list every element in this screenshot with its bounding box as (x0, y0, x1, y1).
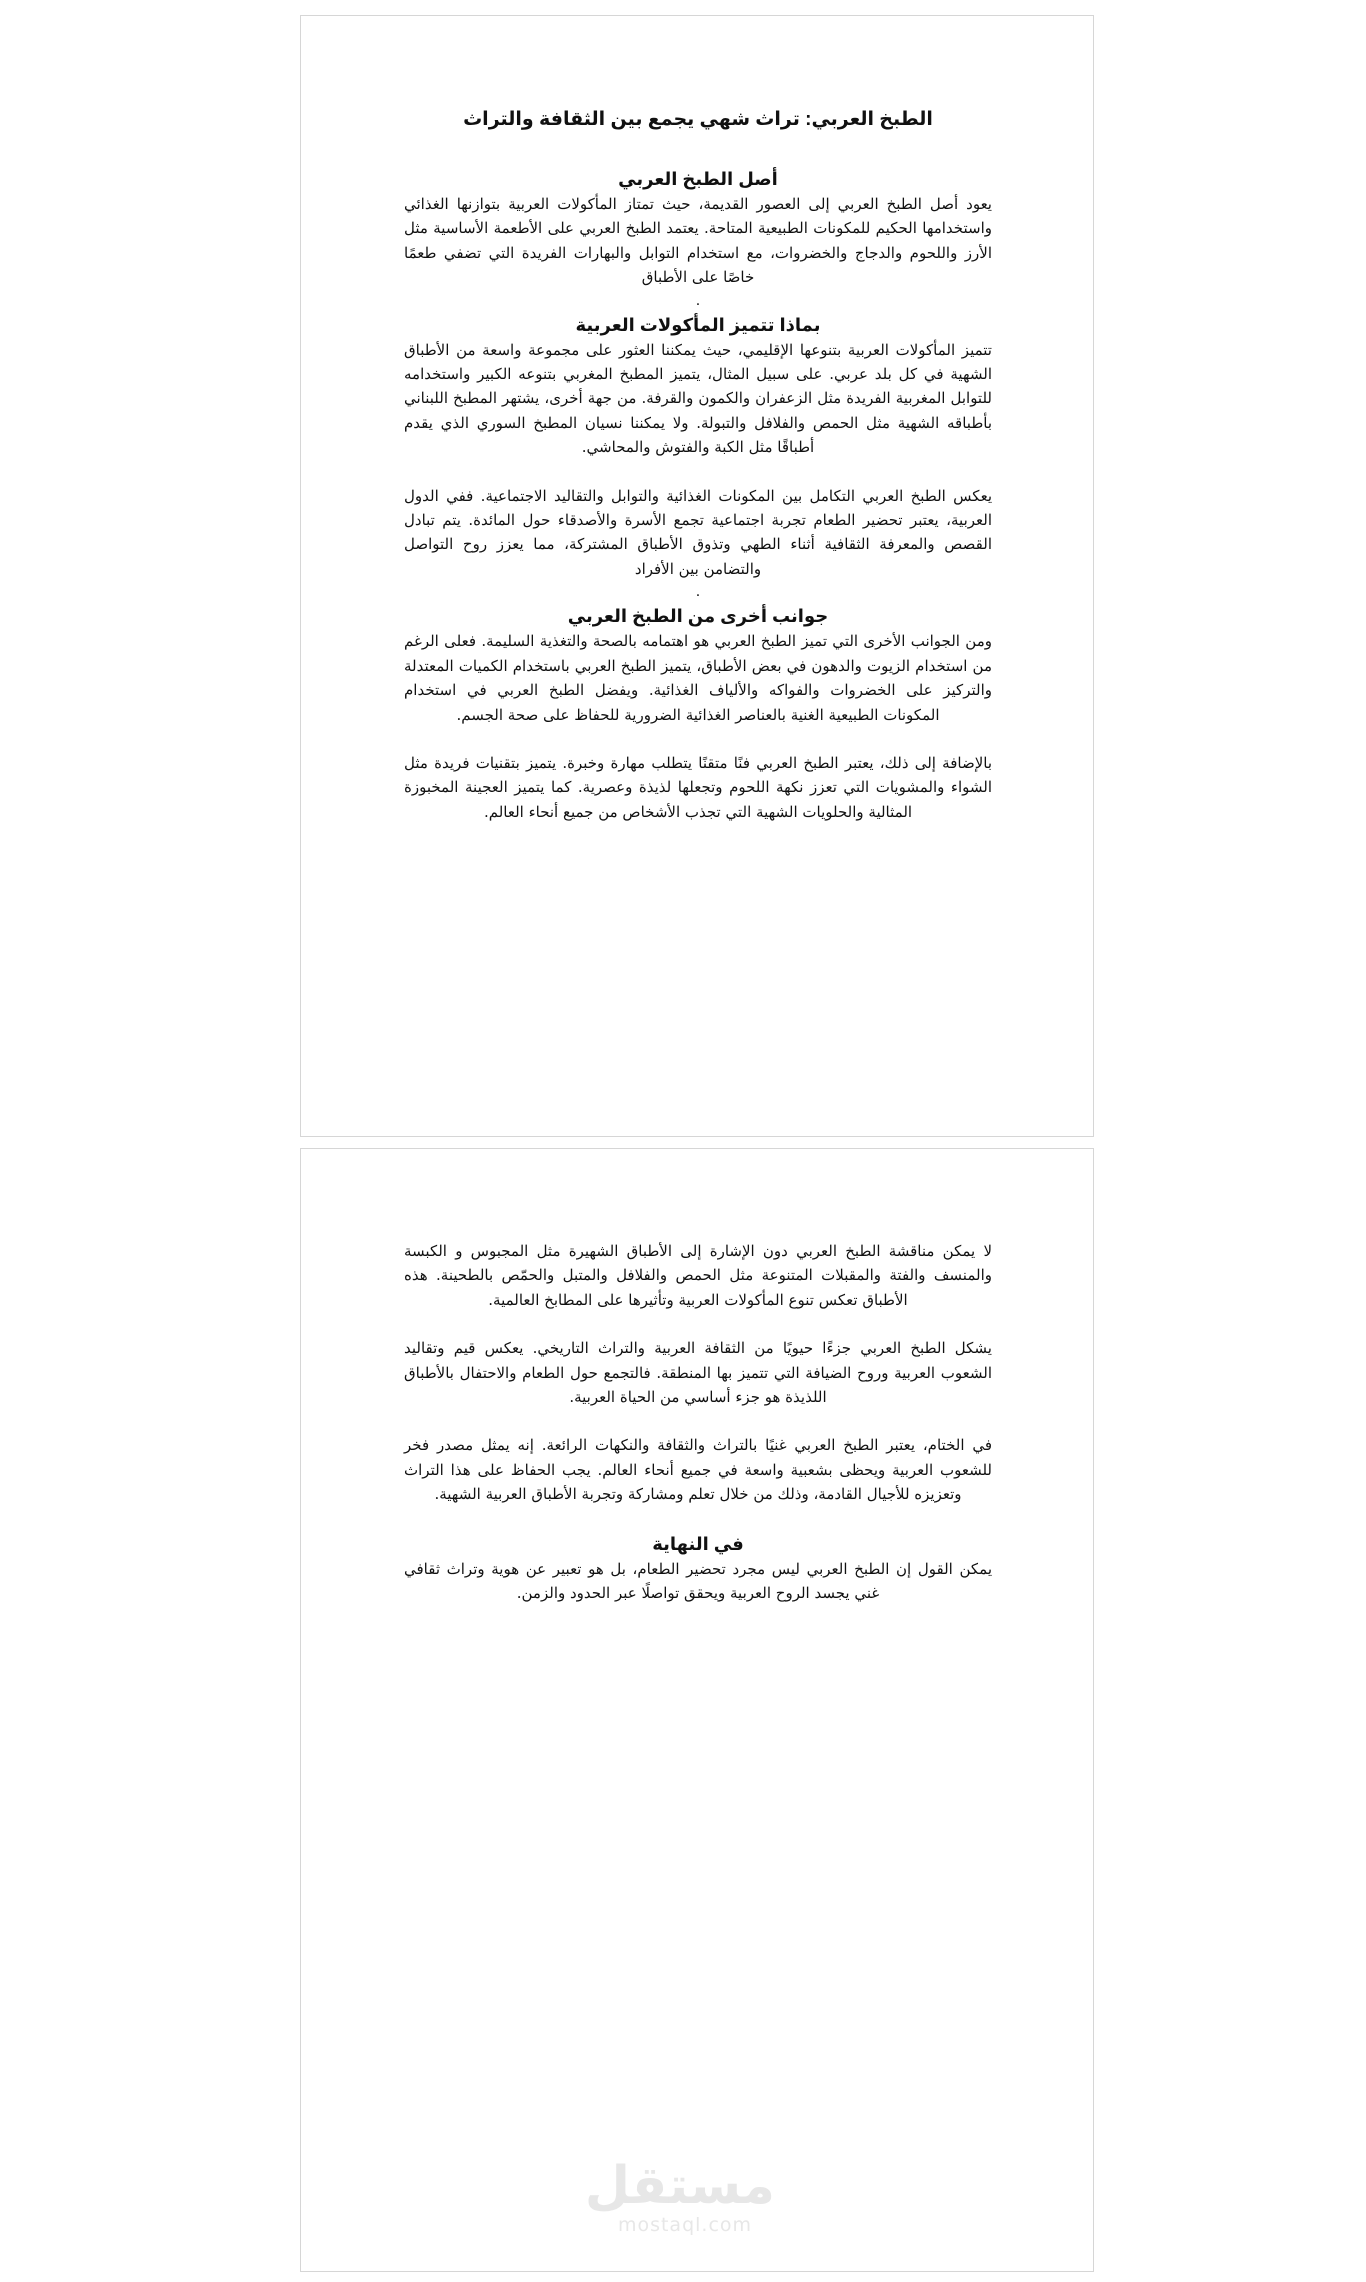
document-page-2 (300, 1148, 1094, 2272)
heading-finally: في النهاية (652, 1533, 744, 1554)
paragraph-famous-dishes: لا يمكن مناقشة الطبخ العربي دون الإشارة إلى الأطباق الشهيرة مثل المجبوس و الكبسة والمنسف والفتة والمقبلات المتنوعة مثل الحمص والفلافل والمتبل والحمّص بالطحينة. هذه الأطباق تعكس تنوع المأكولات العربية وتأثيرها على المطابخ العالمية. (404, 1242, 992, 1309)
separator-dot: . (695, 584, 701, 601)
paragraph-origin: يعود أصل الطبخ العربي إلى العصور القديمة، حيث تمتاز المأكولات العربية بتوازنها الغذائي واستخدامها الحكيم للمكونات الطبيعية المتاحة. يعتمد الطبخ العربي على الأطعمة الأساسية مثل الأرز واللحوم والدجاج والخضروات، مع استخدام التوابل والبهارات الفريدة التي تضفي طعمًا خاصًا على الأطباق (404, 195, 992, 287)
paragraph-craft: بالإضافة إلى ذلك، يعتبر الطبخ العربي فنًا متقنًا يتطلب مهارة وخبرة. يتميز بتقنيات فريدة مثل الشواء والمشويات التي تعزز نكهة اللحوم وتجعلها لذيذة وعصرية. كما يتميز العجينة المخبوزة المثالية والحلويات الشهية التي تجذب الأشخاص من جميع أنحاء العالم. (404, 753, 992, 821)
heading-other-aspects: جوانب أخرى من الطبخ العربي (567, 606, 829, 627)
paragraph-regional-variety: تتميز المأكولات العربية بتنوعها الإقليمي، حيث يمكننا العثور على مجموعة واسعة من الأطباق الشهية في كل بلد عربي. على سبيل المثال، يتميز المطبخ المغربي بتنوعه الكبير واستخدامه للتوابل المغربية الفريدة مثل الزعفران والكمون والقرفة. من جهة أخرى، يشتهر المطبخ اللبناني بأطباقه الشهية مثل الحمص والفلافل والتبولة. ولا يمكننا نسيان المطبخ السوري الذي يقدم أطباقًا مثل الكبة والفتوش والمحاشي. (404, 340, 992, 457)
page-1-content (404, 106, 992, 824)
heading-features: بماذا تتميز المأكولات العربية (575, 314, 821, 335)
watermark-latin: mostaql.com (617, 2214, 753, 2236)
separator-dot: . (695, 292, 701, 309)
page-2-content (404, 1239, 992, 1605)
document-title: الطبخ العربي: تراث شهي يجمع بين الثقافة والتراث (463, 109, 933, 130)
paragraph-health: ومن الجوانب الأخرى التي تميز الطبخ العربي هو اهتمامه بالصحة والتغذية السليمة. فعلى الرغم من استخدام الزيوت والدهون في بعض الأطباق، يتميز الطبخ العربي باستخدام الكميات المعتدلة والتركيز على الخضروات والفواكه والألياف الغذائية. ويفضل الطبخ العربي في استخدام المكونات الطبيعية الغنية بالعناصر الغذائية الضرورية للحفاظ على صحة الجسم. (404, 632, 992, 724)
document-page-1 (300, 15, 1094, 1137)
watermark-arabic: مستقل (584, 2156, 775, 2216)
mostaql-watermark (584, 2156, 775, 2236)
heading-origin: أصل الطبخ العربي (618, 169, 778, 189)
paragraph-conclusion: في الختام، يعتبر الطبخ العربي غنيًا بالتراث والثقافة والنكهات الرائعة. إنه يمثل مصدر فخر للشعوب العربية ويحظى بشعبية واسعة في جميع أنحاء العالم. يجب الحفاظ على هذا التراث وتعزيزه للأجيال القادمة، وذلك من خلال تعلم ومشاركة وتجربة الأطباق العربية الشهية. (404, 1436, 992, 1504)
paragraph-finally: يمكن القول إن الطبخ العربي ليس مجرد تحضير الطعام، بل هو تعبير عن هوية وتراث ثقافي غني يجسد الروح العربية ويحقق تواصلًا عبر الحدود والزمن. (404, 1559, 992, 1603)
paragraph-culture: يشكل الطبخ العربي جزءًا حيويًا من الثقافة العربية والتراث التاريخي. يعكس قيم وتقاليد الشعوب العربية وروح الضيافة التي تتميز بها المنطقة. فالتجمع حول الطعام والاحتفال بالأطباق اللذيذة هو جزء أساسي من الحياة العربية. (404, 1339, 992, 1407)
paragraph-social-integration: يعكس الطبخ العربي التكامل بين المكونات الغذائية والتوابل والتقاليد الاجتماعية. ففي الدول العربية، يعتبر تحضير الطعام تجربة اجتماعية تجمع الأسرة والأصدقاء حول المائدة. يتم تبادل القصص والمعرفة الثقافية أثناء الطهي وتذوق الأطباق المشتركة، مما يعزز روح التواصل والتضامن بين الأفراد (404, 486, 992, 578)
